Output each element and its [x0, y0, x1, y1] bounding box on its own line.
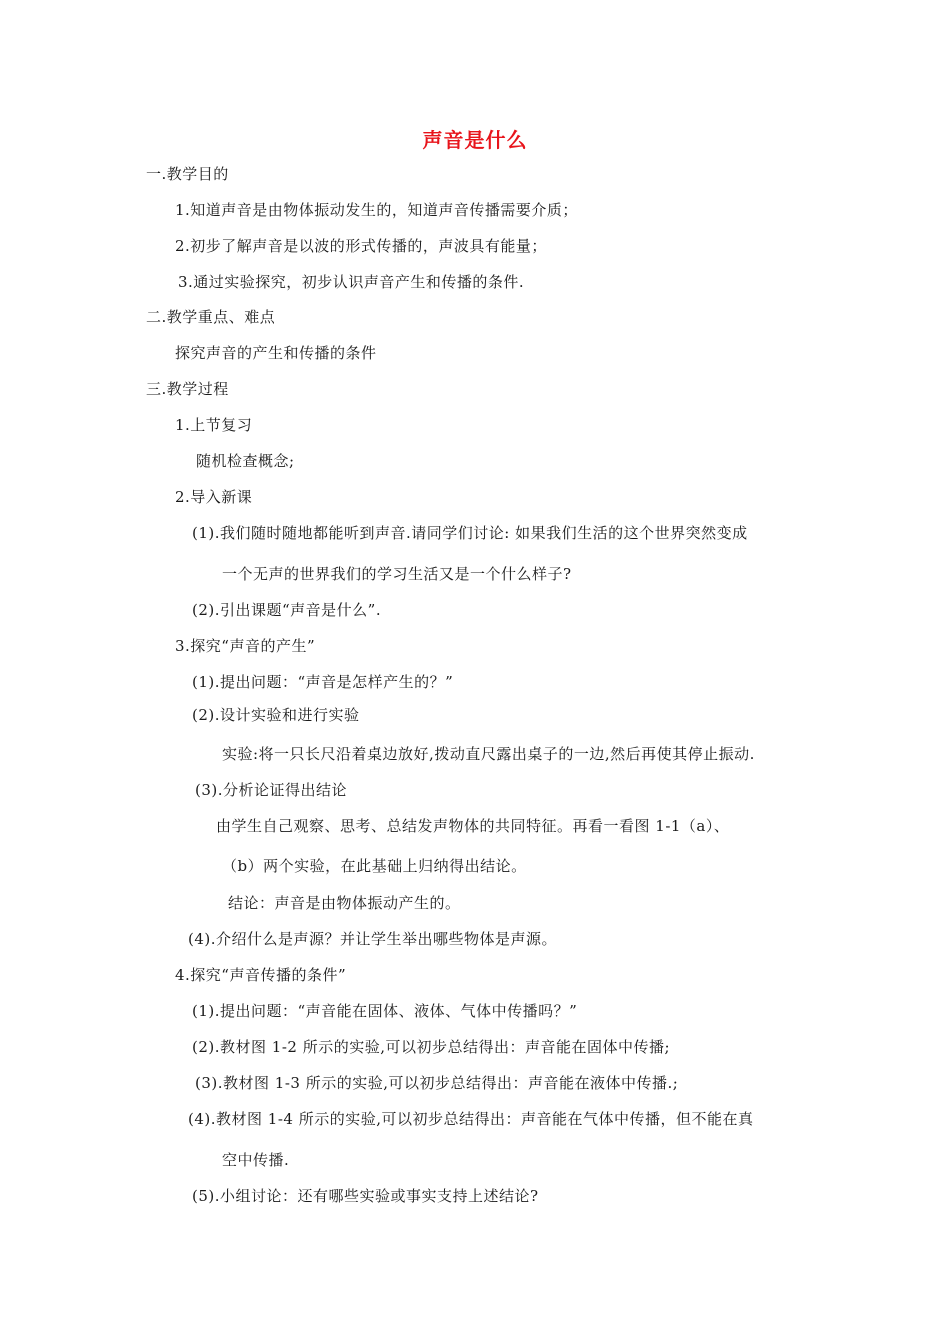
- process-text: (4).介绍什么是声源？并让学生举出哪些物体是声源。: [188, 930, 558, 948]
- section-heading-key-points: 二.教学重点、难点: [146, 308, 276, 326]
- process-text: (1).提出问题：“声音是怎样产生的？”: [192, 673, 454, 691]
- process-text: 结论：声音是由物体振动产生的。: [228, 894, 461, 912]
- process-step: 2.导入新课: [175, 488, 253, 506]
- key-point-text: 探究声音的产生和传播的条件: [175, 344, 377, 362]
- process-text: （b）两个实验，在此基础上归纳得出结论。: [222, 857, 527, 875]
- process-text: (1).我们随时随地都能听到声音.请同学们讨论: 如果我们生活的这个世界突然变成: [192, 524, 748, 542]
- objective-item: 3.通过实验探究，初步认识声音产生和传播的条件.: [178, 273, 525, 291]
- process-step: 3.探究“声音的产生”: [175, 637, 316, 655]
- page-title: 声音是什么: [422, 128, 528, 152]
- process-text: 空中传播.: [222, 1151, 290, 1169]
- process-text: 实验:将一只长尺沿着桌边放好,拨动直尺露出桌子的一边,然后再使其停止振动.: [222, 745, 755, 763]
- objective-item: 2.初步了解声音是以波的形式传播的，声波具有能量；: [175, 237, 547, 255]
- process-text: (3).分析论证得出结论: [195, 781, 348, 799]
- process-text: (5).小组讨论：还有哪些实验或事实支持上述结论?: [192, 1187, 539, 1205]
- section-heading-process: 三.教学过程: [146, 380, 229, 398]
- process-text: (1).提出问题：“声音能在固体、液体、气体中传播吗？”: [192, 1002, 578, 1020]
- process-text: 随机检查概念;: [196, 452, 295, 470]
- process-text: (2).教材图 1-2 所示的实验,可以初步总结得出：声音能在固体中传播;: [192, 1038, 671, 1056]
- process-text: (2).引出课题“声音是什么”.: [192, 601, 382, 619]
- process-step: 4.探究“声音传播的条件”: [175, 966, 347, 984]
- objective-item: 1.知道声音是由物体振动发生的，知道声音传播需要介质；: [175, 201, 578, 219]
- process-text: 由学生自己观察、思考、总结发声物体的共同特征。再看一看图 1-1（a）、: [216, 817, 730, 835]
- process-text: 一个无声的世界我们的学习生活又是一个什么样子?: [222, 565, 572, 583]
- process-text: (3).教材图 1-3 所示的实验,可以初步总结得出：声音能在液体中传播.;: [195, 1074, 679, 1092]
- process-text: (2).设计实验和进行实验: [192, 706, 360, 724]
- section-heading-objectives: 一.教学目的: [146, 165, 229, 183]
- process-text: (4).教材图 1-4 所示的实验,可以初步总结得出：声音能在气体中传播，但不能在真: [188, 1110, 754, 1128]
- process-step: 1.上节复习: [175, 416, 253, 434]
